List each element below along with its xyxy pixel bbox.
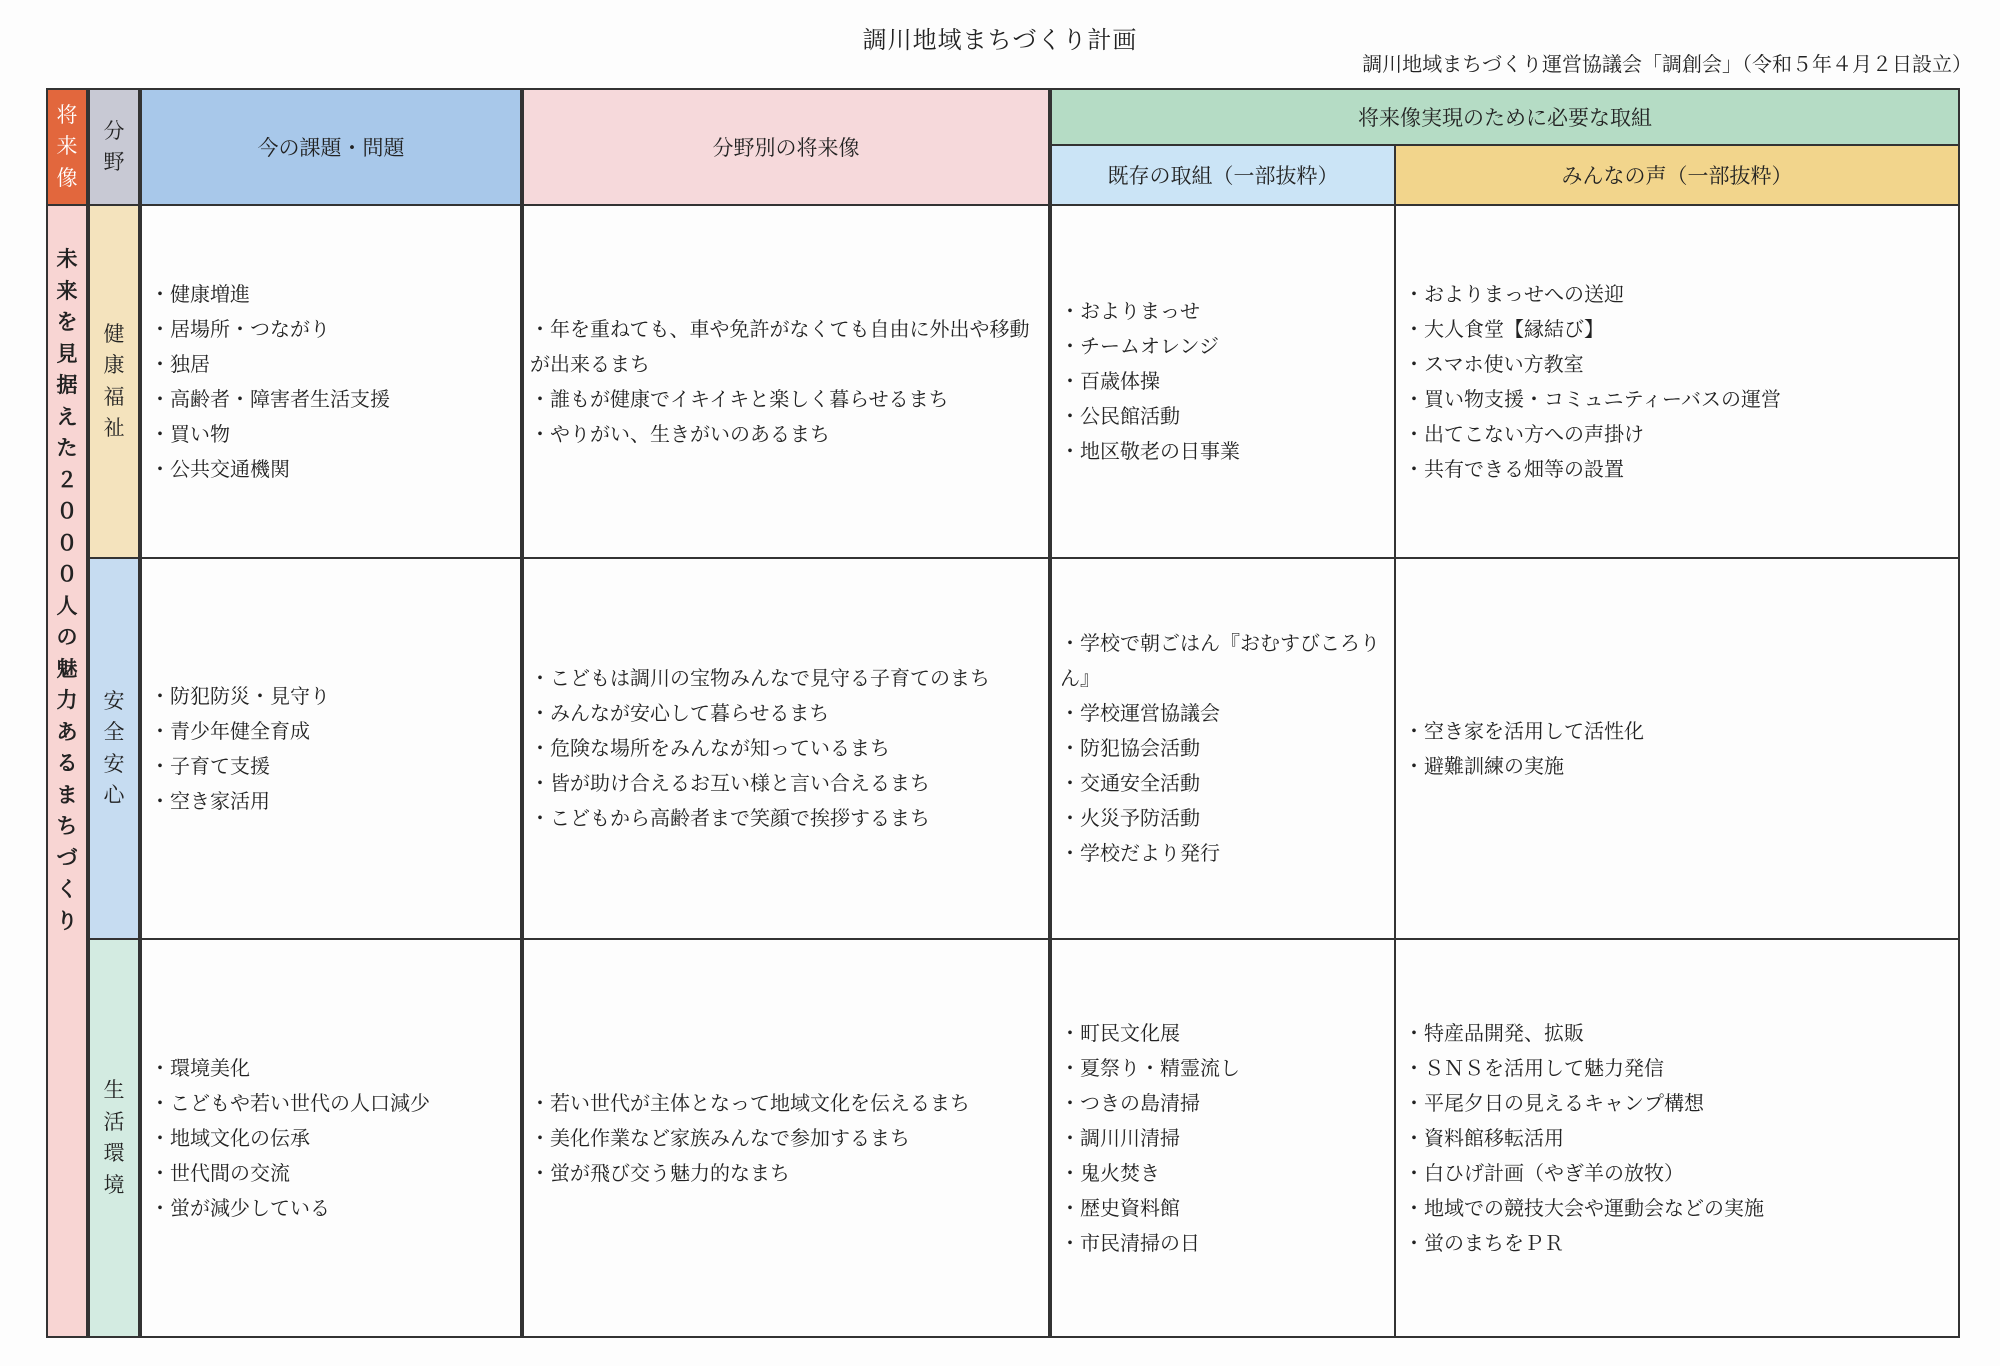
vertical-char: 安 (103, 688, 125, 713)
vision-list (530, 661, 1040, 836)
vertical-char: 活 (103, 1109, 125, 1134)
list-item: ・ チームオレンジ (1060, 329, 1386, 364)
vision-cell (522, 557, 1050, 940)
header-vision-label: 分野別の将来像 (712, 136, 860, 160)
list-item: ・ 平尾夕日の見えるキャンプ構想 (1404, 1086, 1950, 1121)
list-item: ・ 買い物 (150, 417, 512, 452)
list-item: ・ 蛍が飛び交う魅力的なまち (530, 1156, 1040, 1191)
existing-cell (1050, 557, 1396, 940)
vertical-char: 未 (56, 247, 78, 271)
header-issues-label: 今の課題・問題 (257, 136, 405, 160)
list-item: ・ こどもは調川の宝物みんなで見守る子育てのまち (530, 661, 1040, 696)
vertical-char: 康 (103, 353, 125, 377)
organization-subtitle: 調川地域まちづくり運営協議会「調創会」（令和５年４月２日設立） (1362, 52, 1972, 76)
field-cell (88, 204, 140, 559)
header-voices (1394, 144, 1960, 206)
list-item: ・ 市民清掃の日 (1060, 1226, 1386, 1261)
existing-cell (1050, 938, 1396, 1338)
list-item: ・ こどもから高齢者まで笑顔で挨拶するまち (530, 801, 1040, 836)
vertical-char: ０ (56, 499, 78, 523)
vertical-char: 来 (56, 134, 78, 159)
list-item: ・ 健康増進 (150, 277, 512, 312)
vertical-char: を (56, 310, 78, 334)
future-vision-cell (46, 204, 88, 1338)
issues-cell (140, 557, 522, 940)
vertical-char: 全 (103, 720, 125, 744)
vertical-char: 像 (56, 165, 78, 190)
list-item: ・ 年を重ねても、車や免許がなくても自由に外出や移動が出来るまち (530, 312, 1040, 382)
header-existing (1050, 144, 1396, 206)
list-item: ・ 共有できる畑等の設置 (1404, 452, 1950, 487)
list-item: ・ 世代間の交流 (150, 1156, 512, 1191)
list-item: ・ 空き家活用 (150, 784, 512, 819)
list-item: ・ 環境美化 (150, 1051, 512, 1086)
list-item: ・ 空き家を活用して活性化 (1404, 714, 1950, 749)
voices-list (1404, 1016, 1950, 1261)
list-item: ・ つきの島清掃 (1060, 1086, 1386, 1121)
list-item: ・ 防犯防災・見守り (150, 679, 512, 714)
list-item: ・ 学校だより発行 (1060, 836, 1386, 871)
vertical-char: 魅 (56, 656, 78, 681)
list-item: ・ 危険な場所をみんなが知っているまち (530, 731, 1040, 766)
issues-list (150, 277, 512, 487)
voices-cell (1394, 204, 1960, 559)
list-item: ・ 高齢者・障害者生活支援 (150, 382, 512, 417)
list-item: ・ 避難訓練の実施 (1404, 749, 1950, 784)
page-title: 調川地域まちづくり計画 (862, 26, 1138, 54)
vision-list (530, 1086, 1040, 1191)
vertical-char: 心 (103, 783, 125, 807)
vertical-char: 祉 (103, 416, 125, 440)
list-item: ・ 資料館移転活用 (1404, 1121, 1950, 1156)
vertical-char: 環 (103, 1141, 125, 1165)
list-item: ・ 地域での競技大会や運動会などの実施 (1404, 1191, 1950, 1226)
list-item: ・ 居場所・つながり (150, 312, 512, 347)
vertical-char: ま (56, 782, 78, 807)
list-item: ・ 誰もが健康でイキイキと楽しく暮らせるまち (530, 382, 1040, 417)
list-item: ・ 公民館活動 (1060, 399, 1386, 434)
list-item: ・ 特産品開発、拡販 (1404, 1016, 1950, 1051)
list-item: ・ 白ひげ計画（やぎ羊の放牧） (1404, 1156, 1950, 1191)
issues-cell (140, 204, 522, 559)
vertical-char: く (56, 877, 78, 901)
list-item: ・ 地域文化の伝承 (150, 1121, 512, 1156)
list-item: ・ 出てこない方への声掛け (1404, 417, 1950, 452)
vertical-char: 健 (103, 321, 125, 346)
vertical-char: あ (56, 719, 78, 744)
header-voices-label: みんなの声（一部抜粋） (1561, 164, 1793, 188)
list-item: ・ 鬼火焚き (1060, 1156, 1386, 1191)
vertical-char: た (56, 436, 78, 460)
voices-list (1404, 714, 1950, 784)
vertical-char: づ (56, 845, 78, 870)
list-item: ・ 夏祭り・精霊流し (1060, 1051, 1386, 1086)
vertical-char: え (56, 404, 78, 429)
list-item: ・ 蛍が減少している (150, 1191, 512, 1226)
vertical-char: 力 (56, 688, 78, 712)
voices-cell (1394, 938, 1960, 1338)
list-item: ・ 美化作業など家族みんなで参加するまち (530, 1121, 1040, 1156)
vertical-char: 人 (56, 593, 78, 618)
vertical-char: 来 (56, 278, 78, 303)
list-item: ・ 学校で朝ごはん『おむすびころりん』 (1060, 626, 1386, 696)
list-item: ・ およりまっせ (1060, 294, 1386, 329)
header-actions (1050, 88, 1960, 146)
vertical-char: 分 (103, 118, 125, 143)
list-item: ・ 大人食堂【縁結び】 (1404, 312, 1950, 347)
list-item: ・ およりまっせへの送迎 (1404, 277, 1950, 312)
vertical-char: 生 (103, 1078, 125, 1102)
issues-list (150, 679, 512, 819)
list-item: ・ 公共交通機関 (150, 452, 512, 487)
header-issues (140, 88, 522, 206)
list-item: ・ 火災予防活動 (1060, 801, 1386, 836)
header-future (46, 88, 88, 206)
list-item: ・ 青少年健全育成 (150, 714, 512, 749)
list-item: ・ 学校運営協議会 (1060, 696, 1386, 731)
vertical-char: 境 (103, 1172, 125, 1197)
vertical-char: ０ (56, 562, 78, 586)
list-item: ・ 独居 (150, 347, 512, 382)
vertical-char: 福 (103, 384, 125, 409)
vertical-char: 将 (56, 102, 78, 127)
list-item: ・ 交通安全活動 (1060, 766, 1386, 801)
list-item: ・ ＳＮＳを活用して魅力発信 (1404, 1051, 1950, 1086)
vertical-char: る (56, 751, 78, 775)
vision-cell (522, 204, 1050, 559)
list-item: ・ 防犯協会活動 (1060, 731, 1386, 766)
list-item: ・ 地区敬老の日事業 (1060, 434, 1386, 469)
header-existing-label: 既存の取組（一部抜粋） (1107, 164, 1339, 188)
vision-cell (522, 938, 1050, 1338)
issues-cell (140, 938, 522, 1338)
vertical-char: 安 (103, 751, 125, 776)
list-item: ・ 百歳体操 (1060, 364, 1386, 399)
field-cell (88, 938, 140, 1338)
vertical-char: 見 (56, 341, 78, 366)
list-item: ・ スマホ使い方教室 (1404, 347, 1950, 382)
list-item: ・ やりがい、生きがいのあるまち (530, 417, 1040, 452)
list-item: ・ 調川川清掃 (1060, 1121, 1386, 1156)
list-item: ・ 歴史資料館 (1060, 1191, 1386, 1226)
header-vision (522, 88, 1050, 206)
list-item: ・ 若い世代が主体となって地域文化を伝えるまち (530, 1086, 1040, 1121)
list-item: ・ 子育て支援 (150, 749, 512, 784)
vertical-char: 野 (103, 150, 125, 174)
existing-list (1060, 1016, 1386, 1261)
header-actions-label: 将来像実現のために必要な取組 (1358, 106, 1652, 130)
field-cell (88, 557, 140, 940)
plan-table (46, 88, 1960, 1338)
vertical-char: ２ (56, 467, 78, 492)
issues-list (150, 1051, 512, 1226)
existing-list (1060, 626, 1386, 871)
list-item: ・ 買い物支援・コミュニティーバスの運営 (1404, 382, 1950, 417)
header-field (88, 88, 140, 206)
vision-list (530, 312, 1040, 452)
existing-cell (1050, 204, 1396, 559)
vertical-char: の (56, 625, 78, 649)
list-item: ・ 蛍のまちをＰＲ (1404, 1226, 1950, 1261)
existing-list (1060, 294, 1386, 469)
list-item: ・ 町民文化展 (1060, 1016, 1386, 1051)
list-item: ・ こどもや若い世代の人口減少 (150, 1086, 512, 1121)
vertical-char: 据 (56, 373, 78, 397)
vertical-char: ち (56, 814, 78, 838)
vertical-char: ０ (56, 530, 78, 555)
list-item: ・ みんなが安心して暮らせるまち (530, 696, 1040, 731)
list-item: ・ 皆が助け合えるお互い様と言い合えるまち (530, 766, 1040, 801)
voices-cell (1394, 557, 1960, 940)
voices-list (1404, 277, 1950, 487)
vertical-char: り (56, 908, 78, 933)
